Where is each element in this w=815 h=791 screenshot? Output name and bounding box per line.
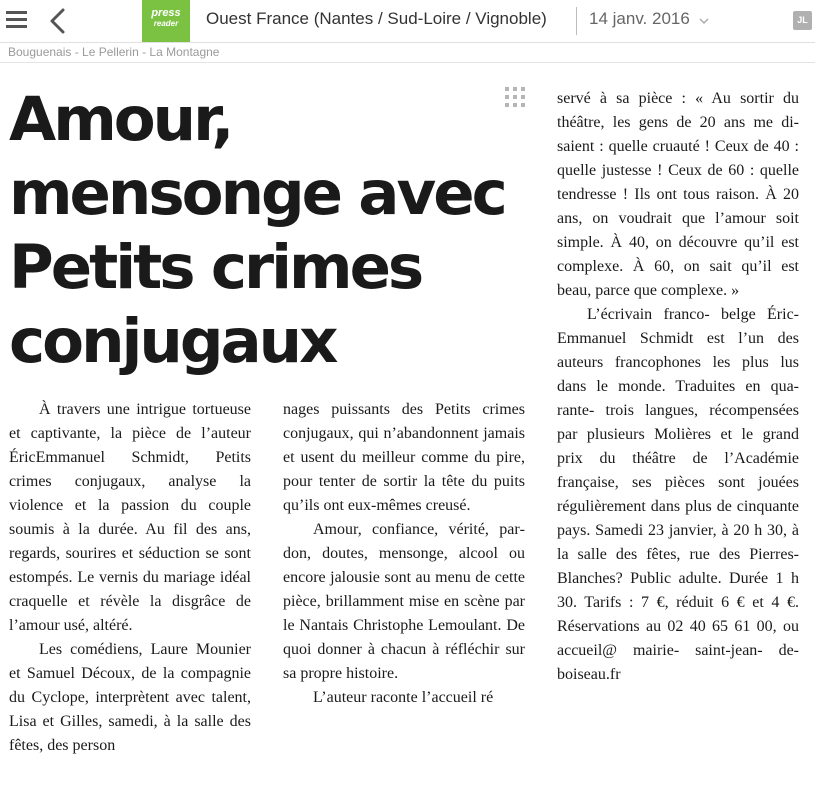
publication-title[interactable]: Ouest France (Nantes / Sud-Loire / Vignoble) [206, 9, 547, 28]
article-paragraph: Amour, confiance, vérité, pardon, doutes, mensonge, alcool ou encore jalousie sont au menu de cette pièce, brillamment mise en scène par le Nantais Christophe Lemoulant. De quoi donner à chacun à réfléchir sur sa propre histoire. [283, 521, 525, 682]
issue-date-selector[interactable] [589, 9, 709, 30]
article-paragraph: À travers une intrigue tortueuse et captivante, la pièce de l’auteur ÉricEmmanuel Schmidt, Petits crimes conjugaux, analyse la violence et la passion du couple soumis à la durée. Au fil des ans, regards, sourires et séduction se sont estompés. Le vernis du mariage idéal craquelle et révèle la disgrâce de l’amour usé, altéré. [9, 401, 251, 634]
divider [576, 7, 577, 35]
menu-icon[interactable] [6, 11, 27, 29]
chevron-down-icon [699, 10, 709, 30]
pressreader-logo[interactable] [142, 0, 190, 42]
article-paragraph: L’auteur raconte l’accueil ré [313, 689, 494, 706]
back-icon[interactable] [45, 6, 71, 36]
article-paragraph: servé à sa pièce : « Au sortir du théâtre, les gens de 20 ans me disaient : quelle cruauté ! Ceux de 40 : quelle justesse ! Ceux de 60 : quelle tendresse ! Ils ont tous raison. À 20 ans, on voudrait que l’amour soit simple. À 40, on découvre qu’il est complexe. À 60, on sait qu’il est beau, parce que complexe. » [557, 90, 799, 299]
issue-date: 14 janv. 2016 [589, 9, 690, 28]
article-paragraph: Les comédiens, Laure Mounier et Samuel Découx, de la compagnie du Cyclope, interprètent avec talent, Lisa et Gilles, samedi, à la salle des fêtes, des person [9, 641, 251, 754]
user-avatar[interactable]: JL [793, 11, 812, 30]
logo-text-press: press [151, 7, 181, 19]
logo-text-reader: reader [153, 19, 179, 28]
article-headline: Amour, mensonge avec Petits crimes conjugaux [9, 84, 505, 377]
article-paragraph: nages puissants des Petits crimes conjugaux, qui n’abandonnent jamais et usent du meilleur comme du pire, pour tenter de sortir la tête du puits qu’ils ont eux-mêmes creusé. [283, 401, 525, 514]
article-column-3 [557, 87, 799, 687]
divider [0, 62, 815, 63]
article-paragraph: L’écrivain franco- belge Éric-Emmanuel Schmidt est l’un des auteurs francophones les plus lus dans le monde. Traduites en quarante- trois langues, récompensées par plusieurs Molières et le grand prix du théâtre de l’Académie française, ses pièces sont jouées régulièrement dans plus de cinquante pays. Samedi 23 janvier, à 20 h 30, à la salle des fêtes, rue des Pierres-Blanches? Public adulte. Durée 1 h 30. Tarifs : 7 €, réduit 6 € et 4 €. Réservations au 02 40 65 61 00, ou accueil@ mairie- saint-jean- de-boiseau.fr [557, 306, 799, 683]
section-breadcrumb[interactable]: Bouguenais - Le Pellerin - La Montagne [8, 45, 220, 59]
article-column-1 [9, 398, 251, 758]
article-column-2 [283, 398, 525, 710]
top-bar [0, 0, 815, 43]
